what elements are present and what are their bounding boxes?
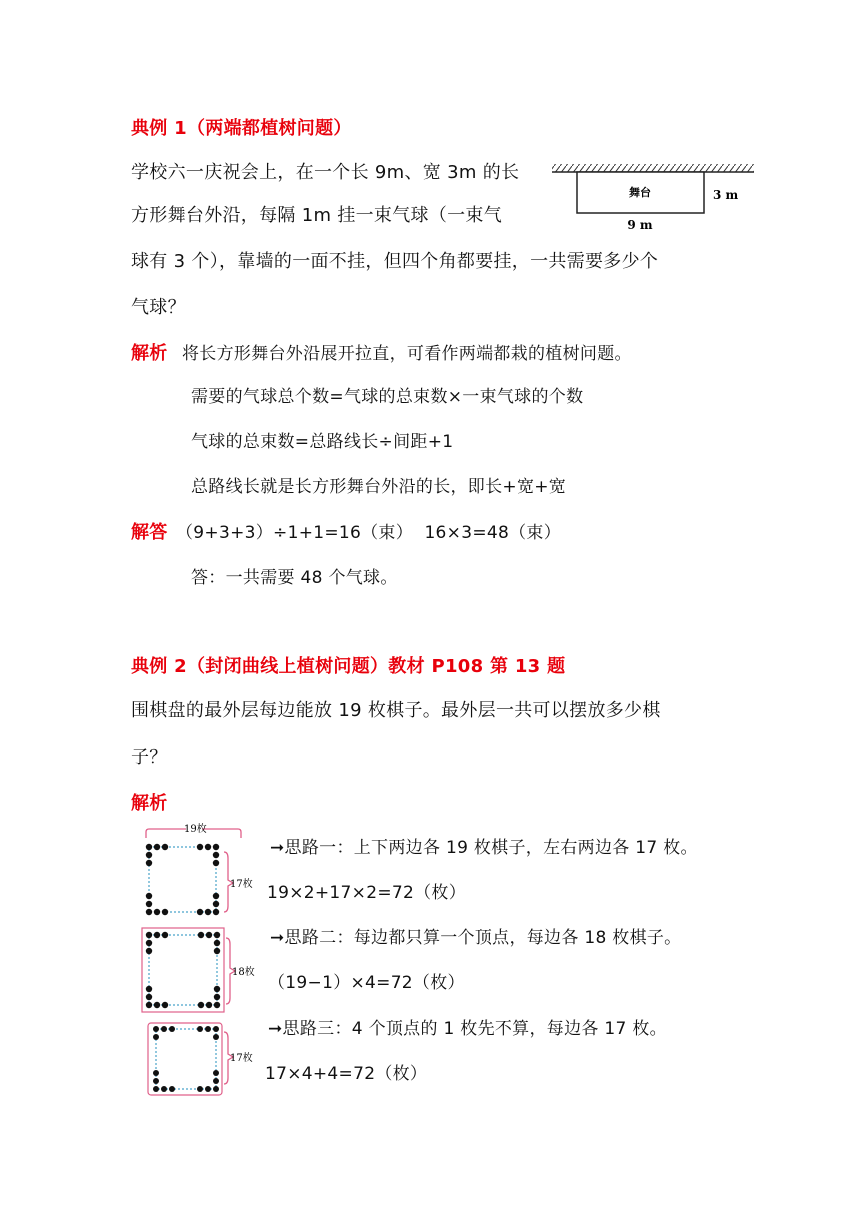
example2-problem-line-2: 子？ xyxy=(131,747,168,768)
wall-hatch xyxy=(552,164,754,172)
example1-problem-line-1: 学校六一庆祝会上，在一个长 9m、宽 3m 的长 xyxy=(131,162,520,183)
example1-problem-line-3: 球有 3 个），靠墙的一面不挂，但四个角都要挂，一共需要多少个 xyxy=(131,251,659,272)
idea-1-text: ➞思路一：上下两边各 19 枚棋子，左右两边各 17 枚。 xyxy=(270,838,698,858)
example1-analysis-line-2: 气球的总束数=总路线长÷间距+1 xyxy=(191,432,454,452)
example1-title: 典例 1（两端都植树问题） xyxy=(131,118,352,139)
go-board-figure-1 xyxy=(138,818,258,922)
example1-problem-line-4: 气球？ xyxy=(131,297,186,318)
stage-figure xyxy=(548,158,758,234)
example1-problem-line-2: 方形舞台外沿，每隔 1m 挂一束气球（一束气 xyxy=(131,205,503,226)
example1-answer-formula: （9+3+3）÷1+1=16（束） 16×3=48（束） xyxy=(176,523,562,543)
idea-3-text: ➞思路三：4 个顶点的 1 枚先不算，每边各 17 枚。 xyxy=(268,1019,667,1039)
example1-answer-text: 答：一共需要 48 个气球。 xyxy=(191,568,398,588)
idea-2-text: ➞思路二：每边都只算一个顶点，每边各 18 枚棋子。 xyxy=(270,928,682,948)
example1-answer-label: 解答 xyxy=(131,522,168,543)
go-board-figure-3 xyxy=(138,1018,258,1100)
fig3-side-label: 17枚 xyxy=(230,1053,253,1064)
example1-analysis-line-1: 需要的气球总个数=气球的总束数×一束气球的个数 xyxy=(191,387,584,407)
example1-analysis-line-3: 总路线长就是长方形舞台外沿的长，即长+宽+宽 xyxy=(191,477,567,497)
idea-3-formula: 17×4+4=72（枚） xyxy=(265,1064,428,1084)
stage-label: 舞台 xyxy=(629,186,651,199)
example2-problem-line-1: 围棋盘的最外层每边能放 19 枚棋子。最外层一共可以摆放多少棋 xyxy=(131,700,661,721)
length-label: 9 m xyxy=(627,218,653,232)
fig2-side-label: 18枚 xyxy=(232,967,255,978)
idea-1-formula: 19×2+17×2=72（枚） xyxy=(267,883,467,903)
width-label: 3 m xyxy=(713,188,739,202)
go-board-figure-2 xyxy=(138,924,258,1018)
example1-analysis-label: 解析 xyxy=(131,343,168,364)
example2-title: 典例 2（封闭曲线上植树问题）教材 P108 第 13 题 xyxy=(131,656,566,677)
example2-analysis-label: 解析 xyxy=(131,793,168,814)
fig1-side-label: 17枚 xyxy=(230,879,253,890)
example1-analysis-text: 将长方形舞台外沿展开拉直，可看作两端都栽的植树问题。 xyxy=(182,344,632,364)
fig1-top-label: 19枚 xyxy=(184,824,207,835)
idea-2-formula: （19−1）×4=72（枚） xyxy=(268,973,465,993)
